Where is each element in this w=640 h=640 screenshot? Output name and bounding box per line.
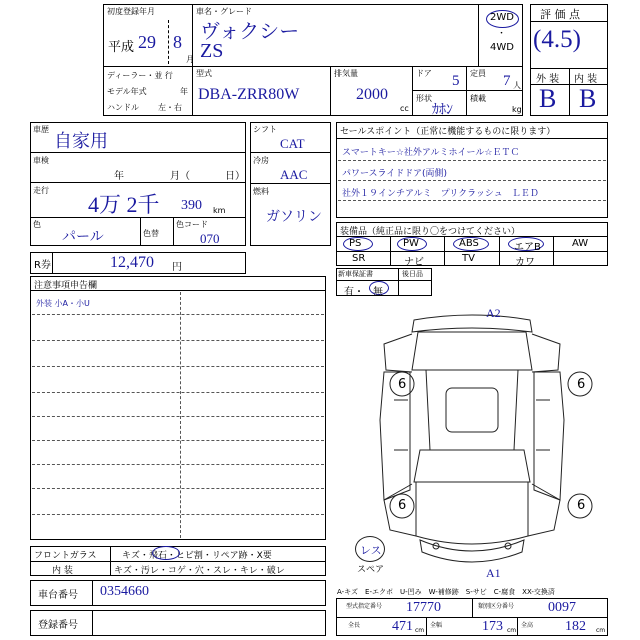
type-no-value: 17770 <box>406 600 441 615</box>
notes-text: 外装 小A・小U <box>36 299 90 308</box>
load-unit: kg <box>512 105 522 114</box>
spare-value: レス <box>360 545 382 557</box>
equip-sr: SR <box>352 253 366 264</box>
class-no-value: 0097 <box>548 600 576 615</box>
chip-circle <box>152 546 180 560</box>
score-value: (4.5) <box>533 26 581 53</box>
capacity-unit: 人 <box>513 81 521 90</box>
warranty-no: 無 <box>373 287 383 298</box>
reg-date-label: 初度登録年月 <box>107 7 155 16</box>
reg-month: 8 <box>173 32 182 52</box>
reg-era: 平成 <box>108 40 135 55</box>
reg-month-unit: 月 <box>186 55 194 64</box>
car-grade: ZS <box>200 40 224 62</box>
chassis-label: 車台番号 <box>38 590 78 601</box>
reg-year: 29 <box>138 32 156 52</box>
inspection-day: 日） <box>225 171 245 182</box>
ac-value: AAC <box>280 167 308 182</box>
inspection-year: 年 <box>114 171 124 182</box>
shape-value: ｶﾎﾝ <box>432 103 453 118</box>
class-no-label: 類別区分番号 <box>478 603 515 610</box>
notes-title: 注意事項申告欄 <box>34 281 98 291</box>
interior-options: キズ・汚レ・コゲ・穴・スレ・キレ・破レ <box>114 566 285 576</box>
door-value: 5 <box>452 73 460 89</box>
color-label: 色 <box>33 220 41 229</box>
drive-4wd: 4WD <box>490 42 514 53</box>
height-unit: cm <box>596 627 606 634</box>
repaint-label: 色替 <box>143 229 159 238</box>
equip-airbag: エアB <box>514 242 541 253</box>
inspection-month: 月（ <box>170 171 190 182</box>
recycle-unit: 円 <box>172 262 182 273</box>
spare-label: スペア <box>357 565 385 575</box>
score-label: 評 価 点 <box>540 8 580 21</box>
interior-cond-label: 内 装 <box>52 566 73 576</box>
equip-tv: TV <box>462 253 475 264</box>
car-name-label: 車名・グレード <box>196 7 252 16</box>
warranty-yes: 有・ <box>344 287 364 298</box>
windshield-label: フロントガラス <box>34 551 97 561</box>
equip-abs: ABS <box>459 238 479 249</box>
displacement-value: 2000 <box>356 86 388 103</box>
capacity-label: 定員 <box>470 69 486 78</box>
load-label: 積載 <box>470 94 486 103</box>
diagram-label-a2: A2 <box>486 306 501 320</box>
type-label: 型式 <box>196 69 212 78</box>
diagram-label-a1: A1 <box>486 566 501 580</box>
fuel-value: ガソリン <box>266 210 322 225</box>
notes-box <box>30 276 326 540</box>
sales-point-1: スマートキー☆社外アルミホイール☆ＥＴＣ <box>342 148 520 158</box>
capacity-value: 7 <box>503 73 511 89</box>
tire-front-left: 6 <box>398 377 407 392</box>
length-label: 全長 <box>348 622 361 629</box>
windshield-options: キズ・飛石・ヒビ割・リペア跡・X要 <box>122 551 272 561</box>
fuel-label: 燃料 <box>253 187 269 196</box>
ac-label: 冷房 <box>253 156 269 165</box>
damage-legend: A-キズ E-エクボ U-凹み W-補修跡 S-サビ C-腐食 XX-交換済 <box>337 588 555 596</box>
inspection-label: 車検 <box>33 156 49 165</box>
interior-score: B <box>579 84 597 113</box>
color-code-label: 色コード <box>176 220 208 229</box>
chassis-value: 0354660 <box>100 584 149 599</box>
length-unit: cm <box>415 627 425 634</box>
sales-point-2: パワースライドドア(両側) <box>342 169 448 179</box>
color-code-value: 070 <box>200 231 220 246</box>
shift-label: シフト <box>253 125 277 134</box>
width-value: 173 <box>482 619 503 634</box>
tire-rear-right: 6 <box>577 498 586 513</box>
dealer-label: ディーラー・並 行 <box>107 71 173 80</box>
width-unit: cm <box>507 627 517 634</box>
handle-label: ハンドル <box>107 103 139 112</box>
model-year-unit: 年 <box>180 87 188 96</box>
type-no-label: 型式指定番号 <box>346 603 383 610</box>
shift-value: CAT <box>280 136 305 151</box>
displacement-label: 排気量 <box>334 69 358 78</box>
equip-aw: AW <box>572 238 589 249</box>
equipment-title: 装備品（純正品に限り〇をつけてください） <box>340 227 521 237</box>
mileage-sub: 390 <box>181 198 202 213</box>
model-year-label: モデル年式 <box>107 87 147 96</box>
height-label: 全高 <box>521 622 534 629</box>
exterior-score: B <box>539 84 557 113</box>
car-name: ヴォクシー <box>200 21 300 43</box>
mileage-unit: km <box>213 206 226 215</box>
equip-leather: カワ <box>515 257 535 268</box>
equip-navi: ナビ <box>404 257 424 268</box>
equip-ps: PS <box>349 238 362 249</box>
tire-front-right: 6 <box>577 377 586 392</box>
width-label: 全幅 <box>430 622 443 629</box>
after-label: 後日品 <box>402 270 423 278</box>
handle-value: 左・右 <box>158 103 182 112</box>
length-value: 471 <box>392 619 413 634</box>
recycle-label: R券 <box>34 260 51 271</box>
drive-2wd: 2WD <box>490 12 514 23</box>
header-box <box>103 4 523 116</box>
interior-label: 内 装 <box>574 74 598 85</box>
height-value: 182 <box>565 619 586 634</box>
sales-points-title: セールスポイント（正常に機能するものに限ります） <box>340 127 556 137</box>
mileage-label: 走行 <box>33 186 49 195</box>
type-value: DBA-ZRR80W <box>198 86 300 103</box>
equip-pw: PW <box>403 238 419 249</box>
door-label: ドア <box>416 69 432 78</box>
displacement-unit: cc <box>400 104 409 113</box>
drive-dot: ・ <box>497 29 507 39</box>
shape-label: 形状 <box>416 94 432 103</box>
tire-rear-left: 6 <box>398 498 407 513</box>
usage-label: 車歴 <box>33 125 49 134</box>
registration-label: 登録番号 <box>38 620 78 631</box>
recycle-value: 12,470 <box>110 254 154 271</box>
color-value: パール <box>62 230 104 245</box>
sales-point-3: 社外１９インチアルミ プリクラッシュ ＬＥＤ <box>342 189 539 199</box>
usage-value: 自家用 <box>54 131 108 151</box>
exterior-label: 外 装 <box>536 74 560 85</box>
warranty-label: 新車保証書 <box>338 270 373 278</box>
mileage-value: 4万 2千 <box>88 192 160 217</box>
